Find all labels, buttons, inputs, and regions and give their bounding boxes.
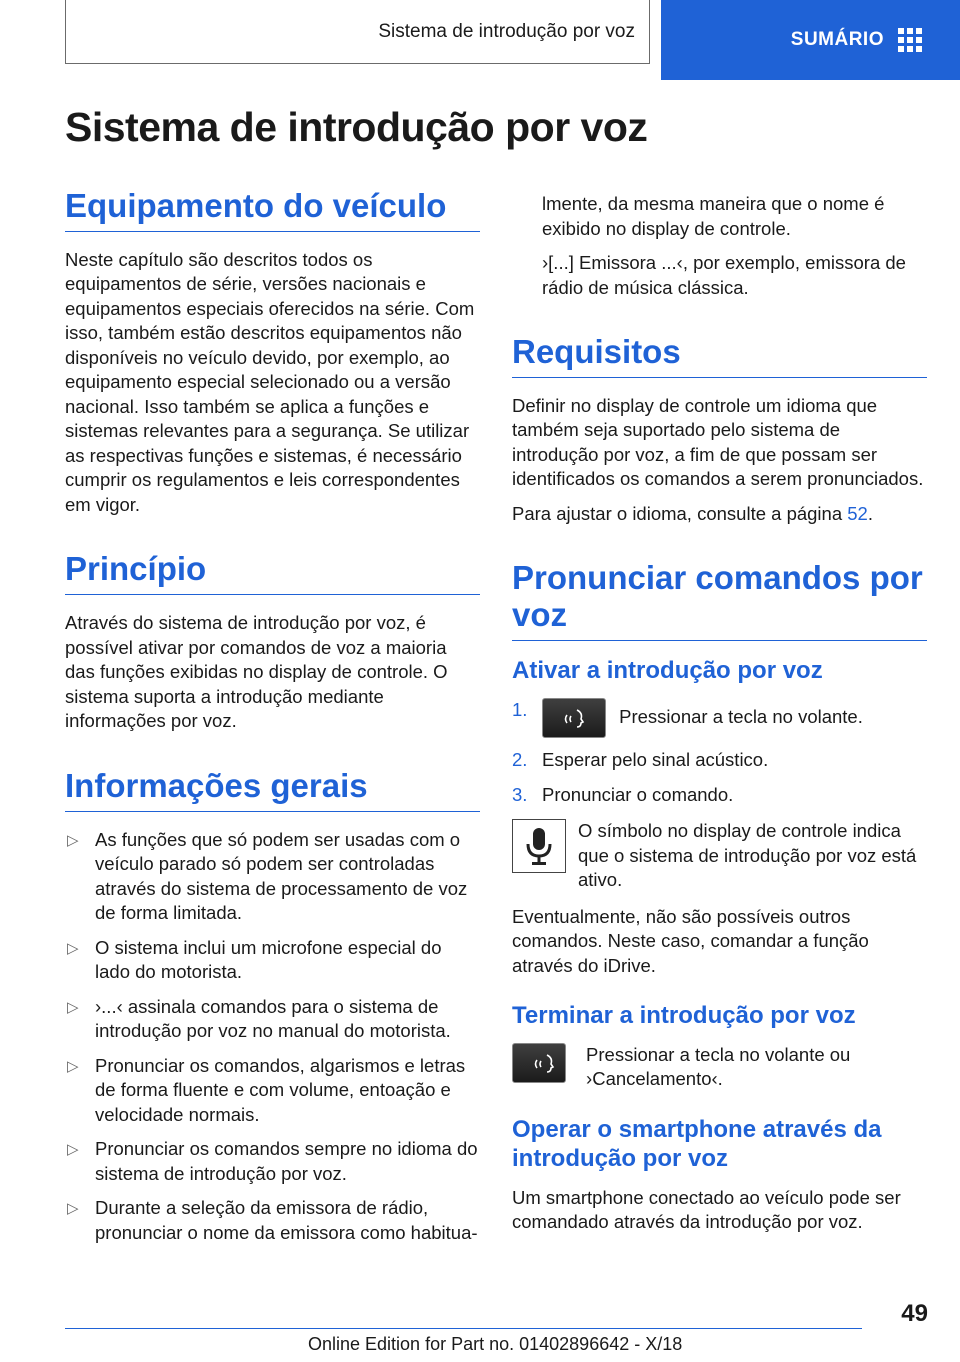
list-item: 1. Pressionar a tecla no volante. <box>512 698 927 738</box>
voice-button-icon <box>542 698 606 738</box>
triangle-bullet-icon: ▷ <box>67 831 79 849</box>
triangle-bullet-icon: ▷ <box>67 1141 79 1159</box>
heading-principio: Princípio <box>65 551 480 595</box>
triangle-bullet-icon: ▷ <box>67 1057 79 1075</box>
text-eventualmente: Eventualmente, não são possíveis outros comandos. Neste caso, comandar a função através do iDrive. <box>512 905 869 976</box>
triangle-bullet-icon: ▷ <box>67 1200 79 1218</box>
list-item: ▷ O sistema inclui um microfone especial do lado do motorista. <box>67 936 442 983</box>
list-item: ▷ Pronunciar os comandos sempre no idioma do sistema de introdução por voz. <box>67 1138 478 1184</box>
text-smartphone: Um smartphone conectado ao veículo pode ser comandado através da introdução por voz. <box>512 1186 901 1233</box>
mic-note: O símbolo no display de controle indica que o sistema de introdução por voz está ativo. <box>578 820 917 891</box>
toc-label: SUMÁRIO <box>790 29 884 50</box>
page-title: Sistema de introdução por voz <box>65 104 648 150</box>
heading-terminar: Terminar a introdução por voz <box>512 1002 856 1030</box>
text-requisitos-ref: Para ajustar o idioma, consulte a página 52. <box>512 502 873 524</box>
page-number: 49 <box>901 1300 928 1327</box>
heading-smartphone: Operar o smartphone através da introdução por voz <box>512 1115 882 1172</box>
header-section-label: Sistema de introdução por voz <box>65 0 650 64</box>
text-principio: Através do sistema de introdução por voz, é possível ativar por comandos de voz a maioria das funções exibidas no display de controle. O sistema suporta a introdução mediante informações por voz. <box>65 612 448 732</box>
heading-pronunciar: Pronunciar comandos por voz <box>512 560 927 641</box>
list-item: 3. Pronunciar o comando. <box>512 783 734 805</box>
list-item: ▷ As funções que só podem ser usadas com o veículo parado só podem ser controladas através do sistema de processamento de voz de forma limitada. <box>67 828 468 924</box>
heading-equipamento: Equipamento do veículo <box>65 188 480 232</box>
grid-icon <box>898 28 922 52</box>
steps-list <box>512 698 927 807</box>
info-list <box>65 828 480 1246</box>
voice-button-icon <box>512 1043 566 1083</box>
list-item: ▷ ›...‹ assinala comandos para o sistema de introdução por voz no manual do motorista. <box>67 995 451 1042</box>
text-equipamento: Neste capítulo são descritos todos os equipamentos de série, versões nacionais e equipamentos especiais oferecidos na série. Com isso, também estão descritos equipamentos não disponíveis no veículo devido, por exemplo, ao equipamento especial selecionado ou a versão nacional. Isso também se aplica a funções e sistemas relevantes para a segurança. Se utilizar as respectivas funções e sistemas, é necessário cumprir os regulamentos e leis correspondentes em vigor. <box>65 248 475 515</box>
continued-example: ›[...] Emissora ...‹, por exemplo, emissora de rádio de música clássica. <box>542 252 906 298</box>
heading-requisitos: Requisitos <box>512 334 927 378</box>
triangle-bullet-icon: ▷ <box>67 939 79 957</box>
edition-text: Online Edition for Part no. 01402896642 - X/18 <box>308 1334 683 1354</box>
triangle-bullet-icon: ▷ <box>67 998 79 1016</box>
left-column <box>65 188 480 1255</box>
microphone-icon <box>512 819 566 873</box>
heading-ativar: Ativar a introdução por voz <box>512 657 823 685</box>
footer-divider <box>65 1328 862 1329</box>
list-item: ▷ Durante a seleção da emissora de rádio, pronunciar o nome da emissora como habitua- <box>67 1197 478 1243</box>
heading-informacoes: Informações gerais <box>65 768 480 812</box>
right-column <box>512 192 927 1245</box>
page-link[interactable]: 52 <box>847 502 868 524</box>
continued-text: lmente, da mesma maneira que o nome é exibido no display de controle. <box>542 193 885 239</box>
list-item: 2. Esperar pelo sinal acústico. <box>512 749 769 771</box>
text-requisitos: Definir no display de controle um idioma que também seja suportado pelo sistema de introdução por voz, a fim de que possam ser identificados os comandos a serem pronunciados. <box>512 394 924 490</box>
text-terminar: Pressionar a tecla no volante ou ›Cancelamento‹. <box>586 1043 851 1090</box>
toc-button[interactable] <box>661 0 960 80</box>
list-item: ▷ Pronunciar os comandos, algarismos e letras de forma fluente e com volume, entoação e velocidade normais. <box>67 1054 466 1125</box>
